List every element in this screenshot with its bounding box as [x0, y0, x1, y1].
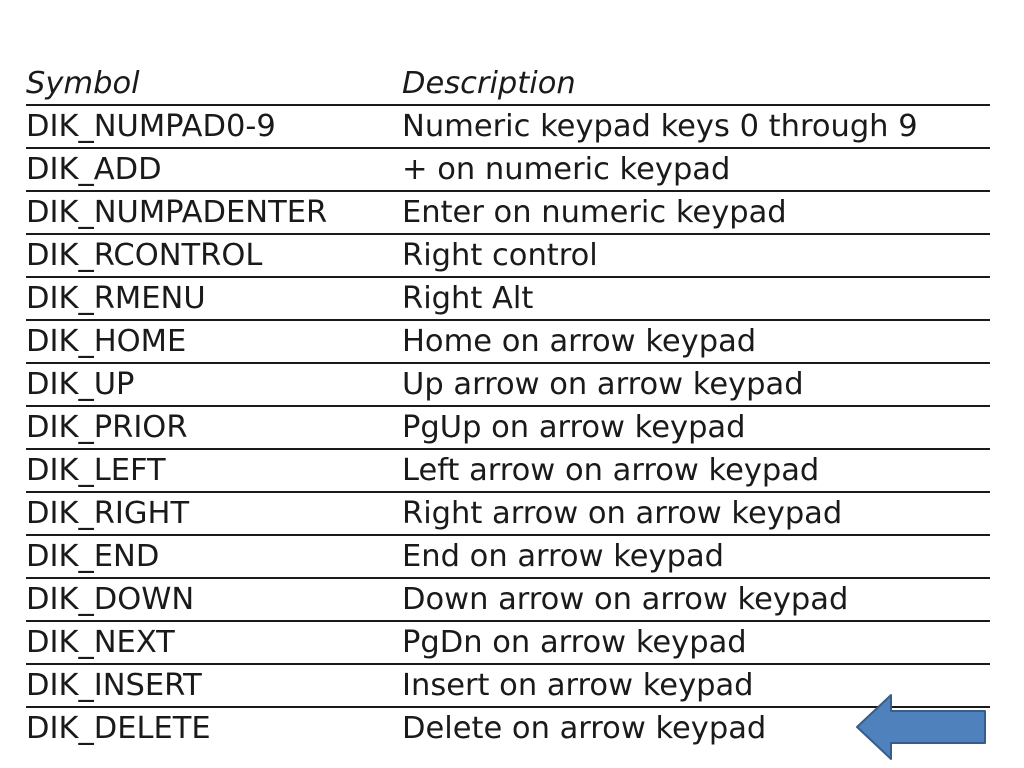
- description-cell: Right Alt: [402, 277, 990, 320]
- table-header-row: [26, 63, 990, 105]
- table-row: [26, 578, 990, 621]
- symbol-cell: DIK_DELETE: [26, 711, 211, 746]
- table-row: [26, 449, 990, 492]
- symbol-cell: DIK_RMENU: [26, 277, 402, 320]
- symbol-cell: DIK_NUMPAD0-9: [26, 105, 402, 148]
- symbol-cell: DIK_END: [26, 535, 402, 578]
- symbol-cell: DIK_NEXT: [26, 621, 402, 664]
- symbol-cell: DIK_DOWN: [26, 578, 402, 621]
- symbol-cell: DIK_NUMPADENTER: [26, 191, 402, 234]
- table-row: [26, 191, 990, 234]
- header-description: Description: [402, 63, 990, 105]
- description-cell: Home on arrow keypad: [402, 320, 990, 363]
- table-row: [26, 148, 990, 191]
- table-row: [26, 320, 990, 363]
- description-cell: Right arrow on arrow keypad: [402, 492, 990, 535]
- header-symbol: Symbol: [26, 63, 402, 105]
- back-arrow-button[interactable]: [855, 693, 987, 761]
- table-row: [26, 234, 990, 277]
- table-row: [26, 621, 990, 664]
- table-row: [26, 535, 990, 578]
- table-row: [26, 105, 990, 148]
- description-cell: PgUp on arrow keypad: [402, 406, 990, 449]
- symbol-cell: DIK_INSERT: [26, 664, 402, 707]
- description-cell: Right control: [402, 234, 990, 277]
- description-cell: Numeric keypad keys 0 through 9: [402, 105, 990, 148]
- symbol-cell: DIK_RIGHT: [26, 492, 402, 535]
- table-row: [26, 363, 990, 406]
- description-cell: Delete on arrow keypad: [402, 711, 767, 746]
- description-cell: Enter on numeric keypad: [402, 191, 990, 234]
- symbol-cell: DIK_UP: [26, 363, 402, 406]
- symbol-cell: DIK_HOME: [26, 320, 402, 363]
- description-cell: End on arrow keypad: [402, 535, 990, 578]
- table-row: [26, 406, 990, 449]
- symbol-cell: DIK_RCONTROL: [26, 234, 402, 277]
- description-cell: Left arrow on arrow keypad: [402, 449, 990, 492]
- key-table: [26, 63, 990, 749]
- table-row: [26, 277, 990, 320]
- description-cell: PgDn on arrow keypad: [402, 621, 990, 664]
- symbol-cell: DIK_LEFT: [26, 449, 402, 492]
- table-row: [26, 707, 990, 749]
- symbol-cell: DIK_PRIOR: [26, 406, 402, 449]
- description-cell: Insert on arrow keypad: [402, 664, 990, 707]
- symbol-cell: DIK_ADD: [26, 148, 402, 191]
- description-cell: + on numeric keypad: [402, 148, 990, 191]
- table-row: [26, 664, 990, 707]
- left-arrow-icon: [857, 695, 985, 759]
- description-cell: Down arrow on arrow keypad: [402, 578, 990, 621]
- description-cell: Up arrow on arrow keypad: [402, 363, 990, 406]
- table-row: [26, 492, 990, 535]
